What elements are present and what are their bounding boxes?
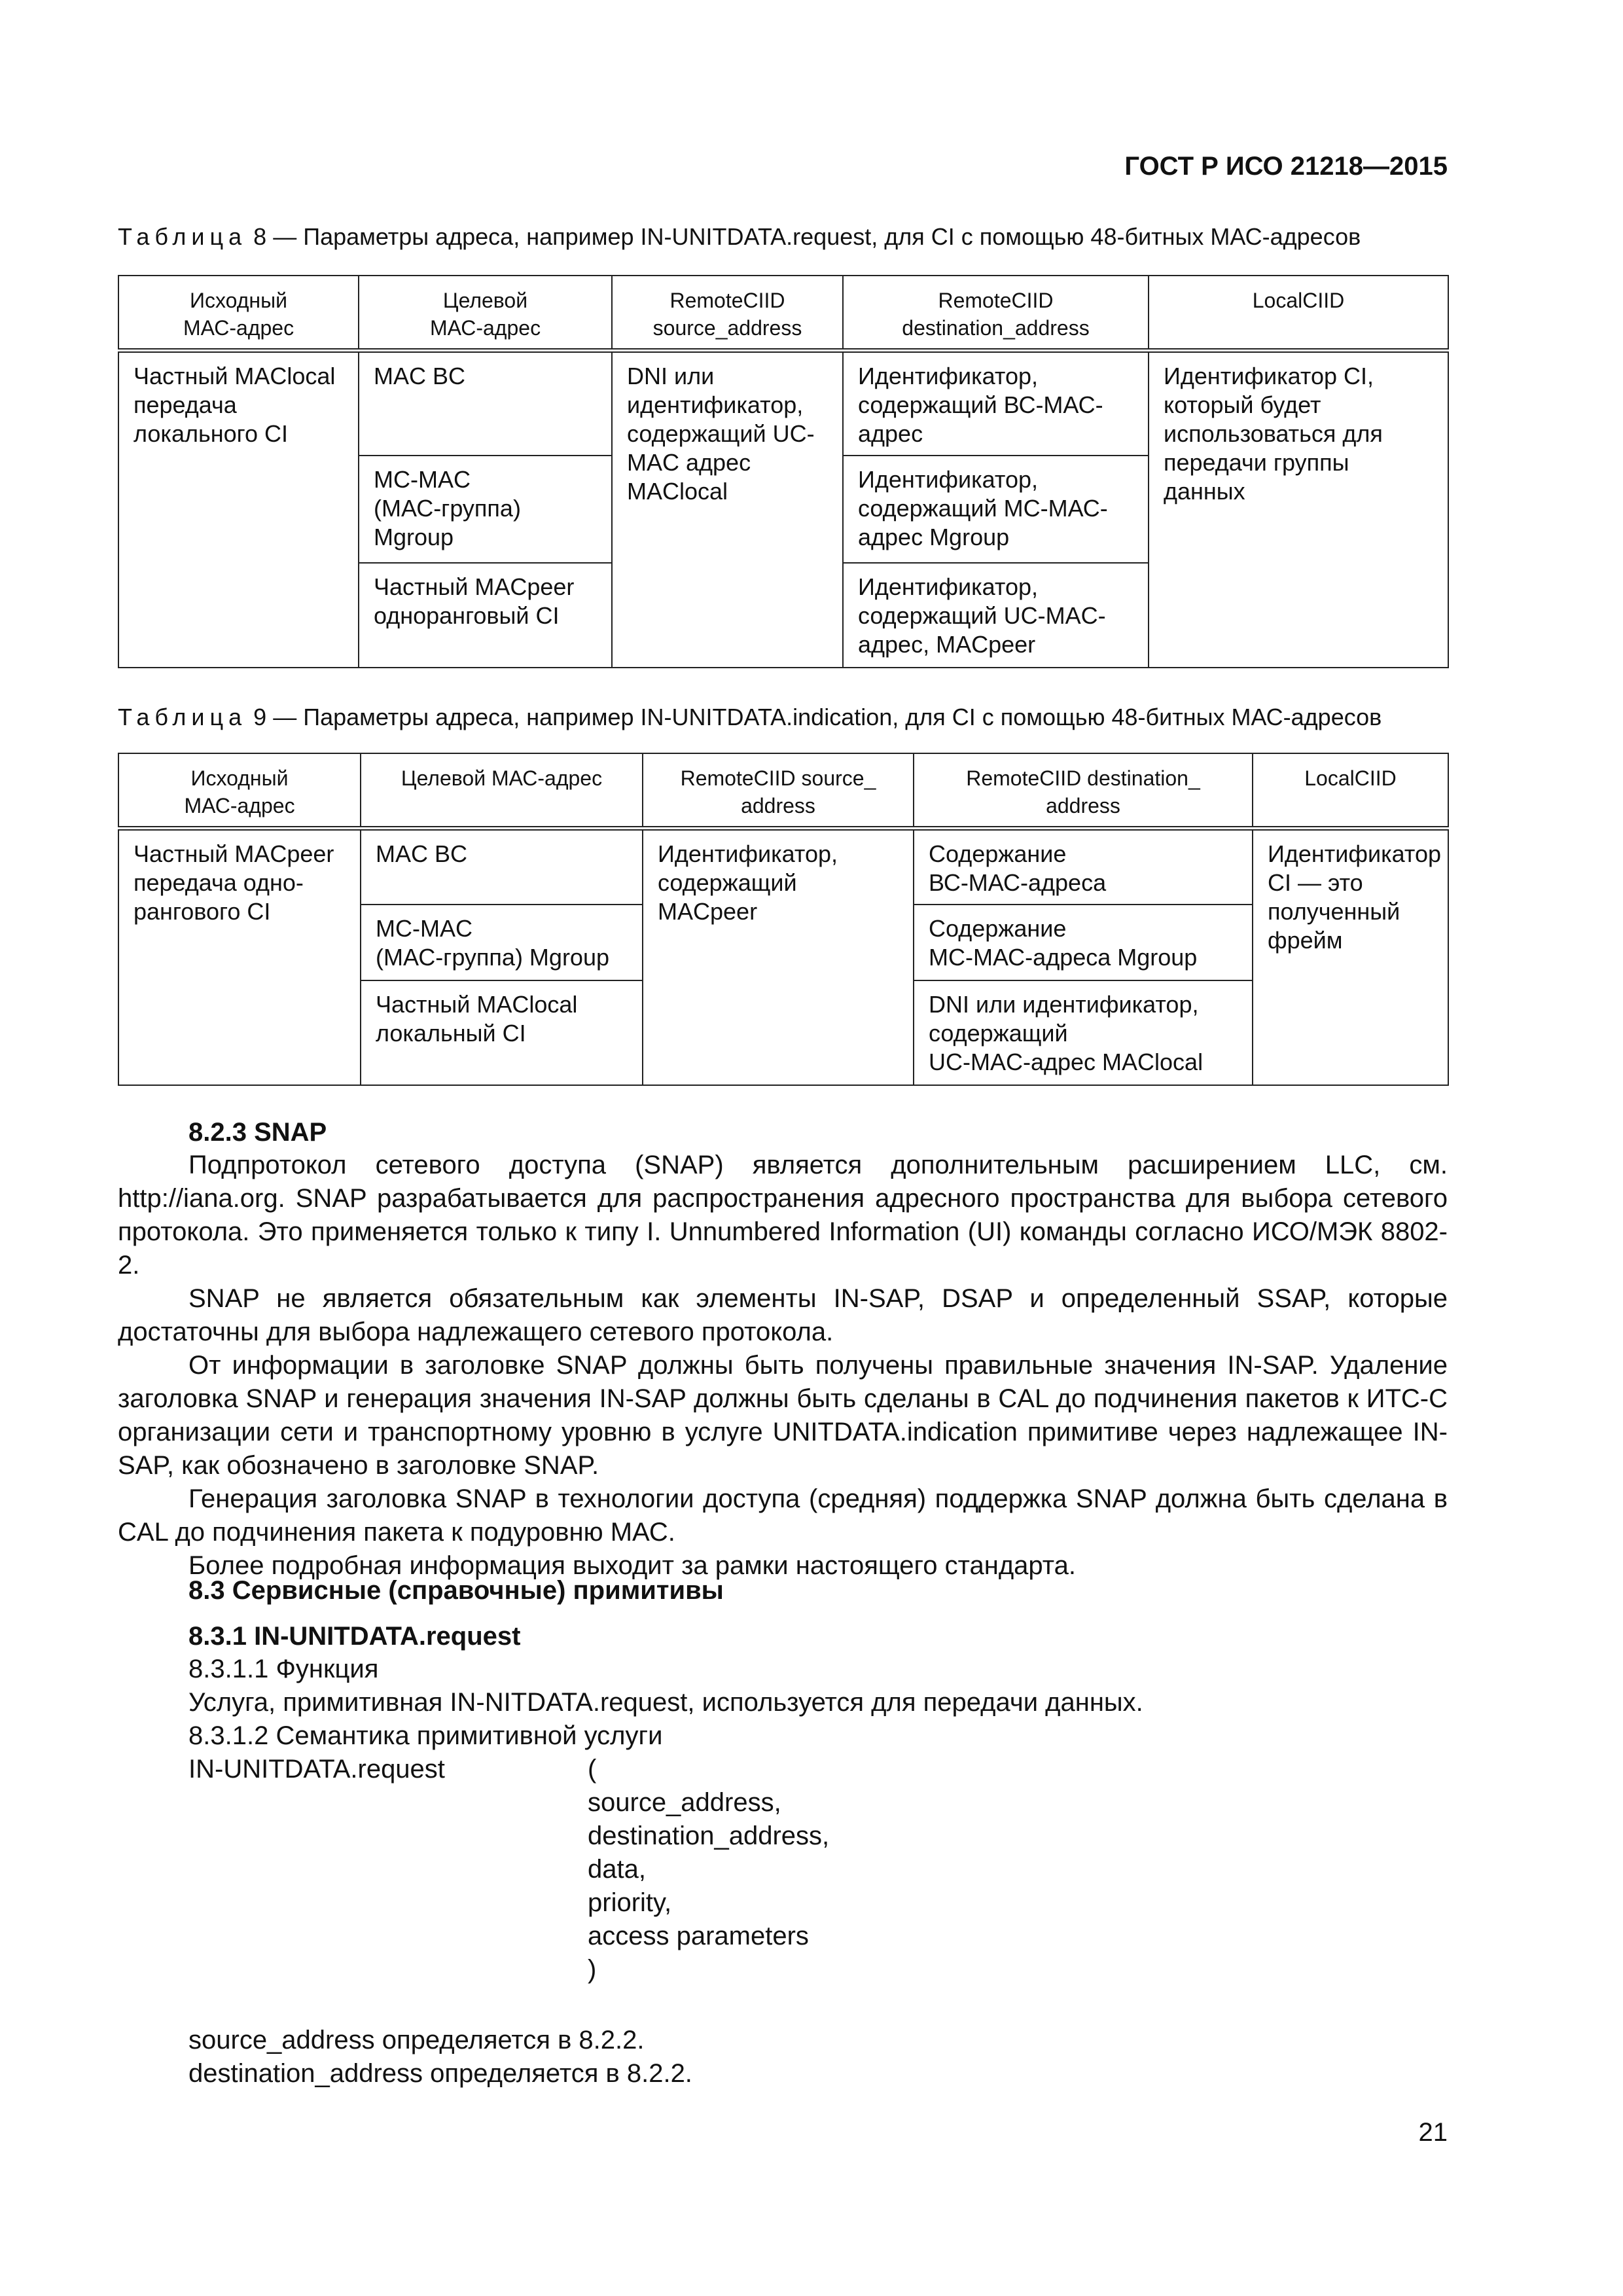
function-text: Услуга, примитивная IN-NITDATA.request, используется для передачи данных. bbox=[188, 1688, 1143, 1717]
table9 bbox=[118, 753, 1449, 1086]
table8-remote-dest-1: Идентификатор, содержащий ВС-МАС-адрес bbox=[843, 351, 1149, 456]
table9-header-target-mac: Целевой МАС-адрес bbox=[361, 753, 643, 829]
table9-local-ciid: Идентификатор CI — это полученный фрейм bbox=[1253, 829, 1448, 1085]
table9-header-local-ciid: LocalCIID bbox=[1253, 753, 1448, 829]
section-8-3 bbox=[118, 1574, 1448, 1607]
primitive-name: IN-UNITDATA.request bbox=[188, 1755, 445, 1784]
table8-caption bbox=[118, 223, 1448, 251]
snap-paragraph: Более подробная информация выходит за рамки настоящего стандарта. bbox=[188, 1551, 1077, 1580]
table8-caption-text: 8 — Параметры адреса, например IN-UNITDATA.request, для CI с помощью 48-битных МАС-адресов bbox=[253, 223, 1361, 250]
table9-target-1: MAC BC bbox=[361, 829, 643, 905]
section-8-3-1-heading: 8.3.1 IN-UNITDATA.request bbox=[188, 1622, 521, 1651]
table8-header-remote-source: RemoteCIID source_address bbox=[612, 276, 843, 351]
table8-header-source-mac: Исходный МАС-адрес bbox=[118, 276, 359, 351]
table9-source-mac: Частный MACpeer передача однорангового CI bbox=[118, 829, 361, 1085]
table9-header-remote-source: RemoteCIID source_ address bbox=[643, 753, 914, 829]
table9-header-source-mac: Исходный МАС-адрес bbox=[118, 753, 361, 829]
parameter-source-address: source_address, bbox=[588, 1788, 781, 1817]
subsection-title: 8.3.1.1 Функция bbox=[188, 1655, 379, 1683]
table8-target-3: Частный MACpeer одноранговый CI bbox=[359, 563, 612, 668]
parameter-priority: priority, bbox=[588, 1888, 672, 1917]
snap-paragraph: Генерация заголовка SNAP в технологии доступа (средняя) поддержка SNAP должна быть сделана в CAL до подчинения пакета к подуровню МАС. bbox=[118, 1484, 1448, 1547]
subsection-title: 8.3.1.2 Семантика примитивной услуги bbox=[188, 1721, 663, 1750]
definition-line: source_address определяется в 8.2.2. bbox=[188, 2026, 645, 2054]
section-8-2-3 bbox=[118, 1116, 1448, 1583]
standard-code: ГОСТ Р ИСО 21218—2015 bbox=[1124, 152, 1448, 181]
table9-caption-word: Таблица bbox=[118, 704, 247, 730]
parameter-data: data, bbox=[588, 1855, 646, 1884]
parameter-open-paren: ( bbox=[588, 1755, 597, 1784]
parameter-access-parameters: access parameters bbox=[588, 1922, 809, 1950]
table9-remote-source: Идентификатор, содержащий MACpeer bbox=[643, 829, 914, 1085]
parameter-destination-address: destination_address, bbox=[588, 1821, 830, 1850]
table8-remote-dest-2: Идентификатор, содержащий МС-МАС-адрес Mgroup bbox=[843, 456, 1149, 563]
snap-paragraph: SNAP не является обязательным как элементы IN-SAP, DSAP и определенный SSAP, которые достаточны для выбора надлежащего сетевого протокола. bbox=[118, 1284, 1448, 1346]
snap-paragraph: Подпротокол сетевого доступа (SNAP) является дополнительным расширением LLC, см. http://iana.org. SNAP разрабатывается для распространения адресного пространства для выбора сетевого протокола. Это применяется только к типу I. Unnumbered Information (UI) команды согласно ИСО/МЭК 8802-2. bbox=[118, 1151, 1448, 1280]
table9-remote-dest-1: Содержание ВС-МАС-адреса bbox=[914, 829, 1253, 905]
snap-paragraph: От информации в заголовке SNAP должны быть получены правильные значения IN-SAP. Удаление заголовка SNAP и генерация значения IN-SAP должны быть сделаны в CAL до подчинения пакетов к ИТС-С организации сети и транспортному уровню в услуге UNITDATA.indication примитиве через надлежащее IN-SAP, как обозначено в заголовке SNAP. bbox=[118, 1351, 1448, 1480]
table9-caption-text: 9 — Параметры адреса, например IN-UNITDATA.indication, для CI с помощью 48-битных МАС-адресов bbox=[253, 704, 1382, 730]
table9-remote-dest-3: DNI или идентификатор, содержащий UC-MAC-адрес MAClocal bbox=[914, 980, 1253, 1085]
table8-local-ciid: Идентификатор CI, который будет использоваться для передачи группы данных bbox=[1149, 351, 1448, 668]
section-8-2-3-heading: 8.2.3 SNAP bbox=[188, 1118, 327, 1147]
table9-target-2: MC-MAC (МАС-группа) Mgroup bbox=[361, 905, 643, 980]
table8-target-1: MAC BC bbox=[359, 351, 612, 456]
table8-target-2: MC-MAC (МАС-группа) Mgroup bbox=[359, 456, 612, 563]
table8-header-remote-destination: RemoteCIID destination_address bbox=[843, 276, 1149, 351]
table9-target-3: Частный MAClocal локальный CI bbox=[361, 980, 643, 1085]
table8-remote-dest-3: Идентификатор, содержащий UC-MAC-адрес, MACpeer bbox=[843, 563, 1149, 668]
table9-remote-dest-2: Содержание МС-МАС-адреса Mgroup bbox=[914, 905, 1253, 980]
section-8-3-heading: 8.3 Сервисные (справочные) примитивы bbox=[188, 1576, 724, 1605]
parameter-close-paren: ) bbox=[588, 1955, 597, 1984]
table9-header-remote-destination: RemoteCIID destination_ address bbox=[914, 753, 1253, 829]
table8-source-mac: Частный MAClocal передача локального CI bbox=[118, 351, 359, 668]
primitive-parameters bbox=[588, 1753, 829, 1986]
table9-caption bbox=[118, 703, 1448, 732]
table8-remote-source: DNI или идентификатор, содержащий UC-MAC адрес MAClocal bbox=[612, 351, 843, 668]
section-8-3-1 bbox=[118, 1620, 1448, 2090]
table8-caption-word: Таблица bbox=[118, 223, 247, 250]
table8-header-local-ciid: LocalCIID bbox=[1149, 276, 1448, 351]
primitive-syntax bbox=[118, 1753, 1448, 2024]
table8 bbox=[118, 275, 1449, 668]
page-number: 21 bbox=[1418, 2118, 1448, 2147]
table8-header-target-mac: Целевой МАС-адрес bbox=[359, 276, 612, 351]
definition-line: destination_address определяется в 8.2.2. bbox=[188, 2059, 692, 2088]
